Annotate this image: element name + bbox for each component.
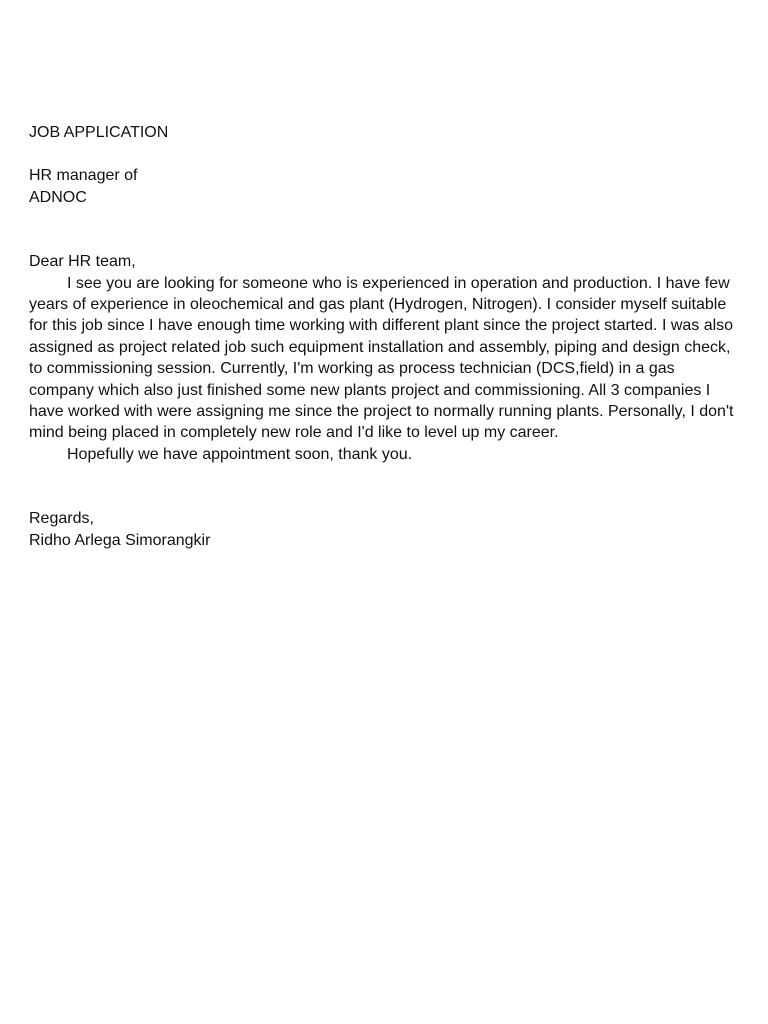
recipient-line-2: ADNOC — [29, 188, 87, 206]
spacer — [29, 143, 741, 165]
spacer — [29, 208, 741, 251]
signoff: Regards, — [29, 510, 94, 528]
document-title: JOB APPLICATION — [29, 124, 169, 141]
recipient-line-1: HR manager of — [29, 167, 138, 185]
salutation: Dear HR team, — [29, 253, 136, 271]
spacer — [29, 465, 741, 508]
closing-paragraph: Hopefully we have appointment soon, thank you. — [67, 445, 413, 463]
signature-name: Ridho Arlega Simorangkir — [29, 531, 211, 549]
document-page — [29, 122, 741, 551]
body-paragraph: I see you are looking for someone who is experienced in operation and production. I have few years of experience in oleochemical and gas plant (Hydrogen, Nitrogen). I consider myself suitable for this job since I have enough time working with different plant since the project started. I was also assigned as project related job such equipment installation and assembly, piping and design check, to commissioning session. Currently, I'm working as process technician (DCS,field) in a gas company which also just finished some new plants project and commissioning. All 3 companies I have worked with were assigning me since the project to normally running plants. Personally, I don't mind being placed in completely new role and I'd like to level up my career. — [29, 274, 734, 442]
